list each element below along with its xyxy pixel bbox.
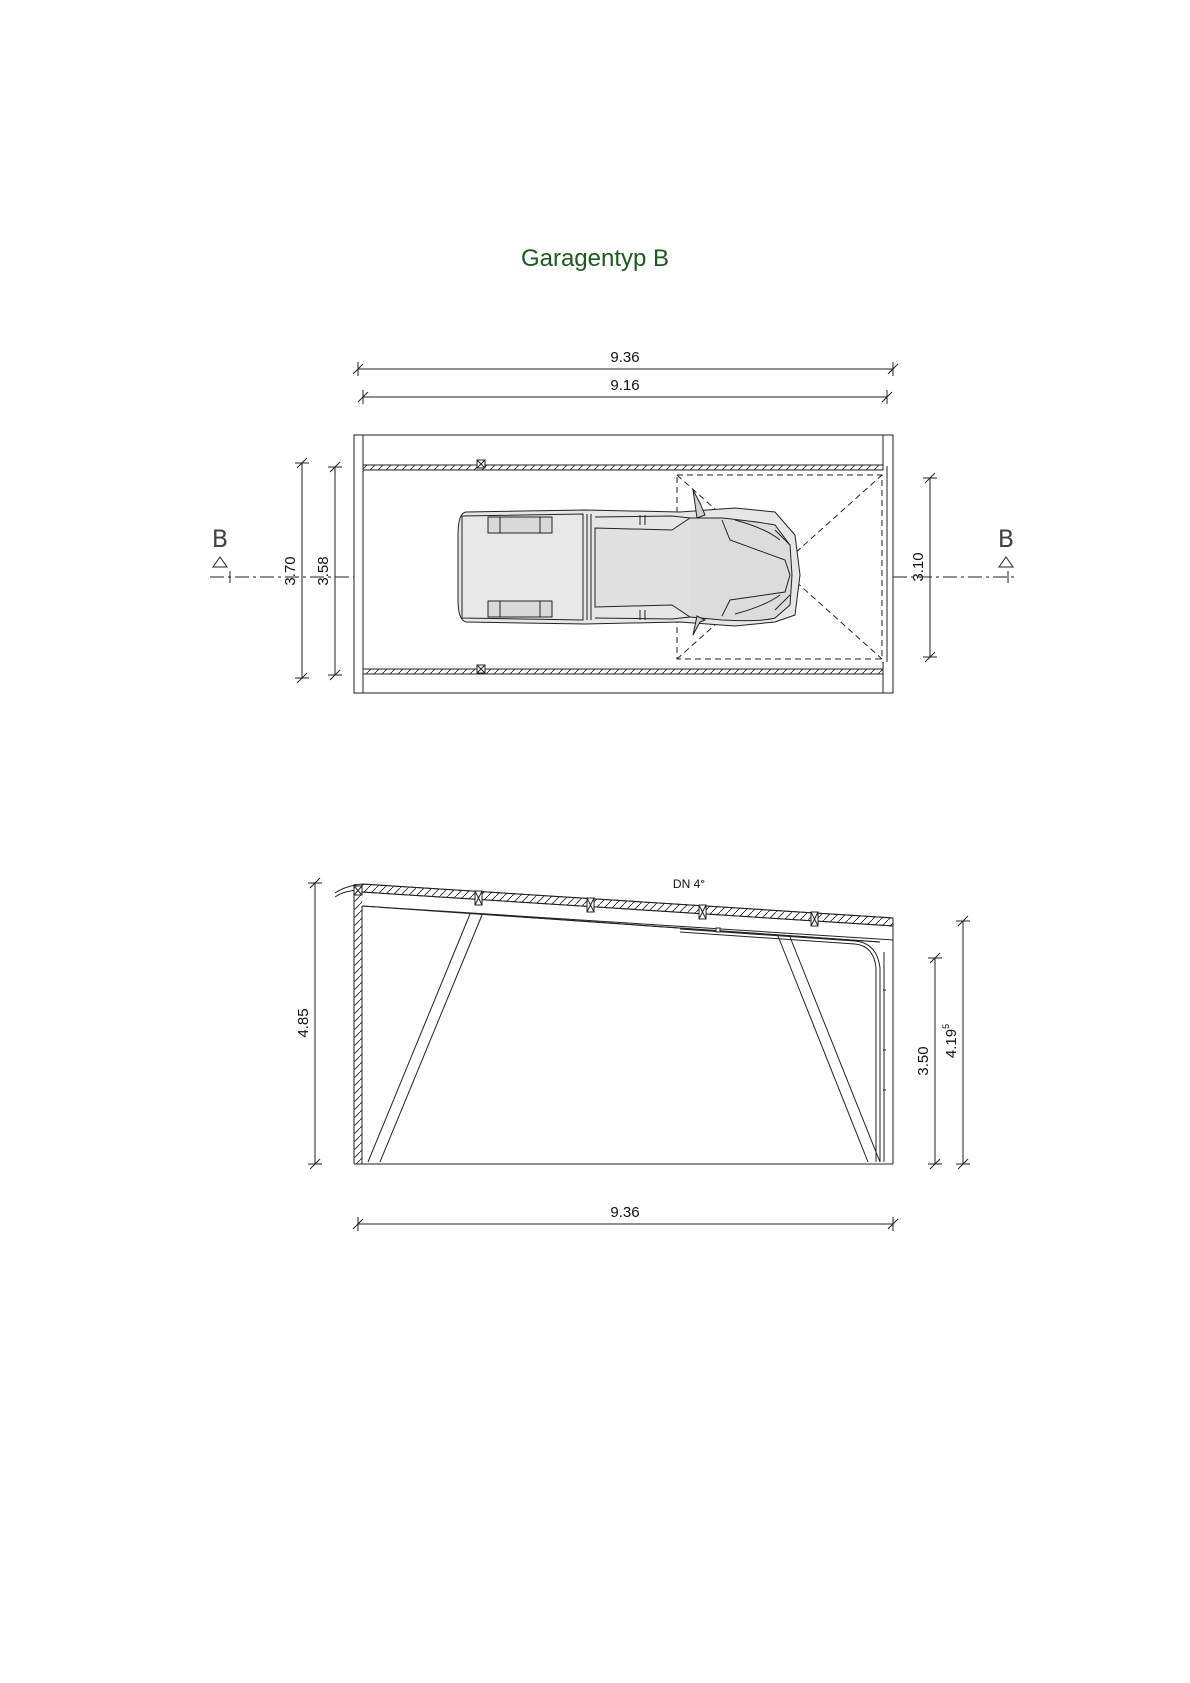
car-icon: [458, 490, 800, 635]
floor-plan: [210, 349, 1018, 693]
dimension-door-height: [915, 953, 942, 1169]
dimension-inner-width: [358, 377, 892, 404]
dimension-inner-depth-label: 3.58: [315, 556, 332, 586]
dimension-door-height-label: 3.50: [915, 1046, 932, 1076]
purlin-4: [811, 912, 818, 926]
dimension-total-height-label: 4.85: [295, 1008, 312, 1038]
roof: [335, 884, 893, 1164]
dimension-total-height: [295, 878, 322, 1169]
section-arrow-right-icon: [999, 557, 1013, 567]
drawing-title: Garagentyp B: [520, 245, 670, 272]
dimension-eave-height: [941, 916, 970, 1169]
section-view: [295, 877, 970, 1231]
dimension-door-width: [910, 473, 937, 662]
dimension-door-width-label: 3.10: [910, 552, 927, 582]
section-marker-right: B: [997, 525, 1015, 553]
purlin-1: [475, 891, 482, 905]
dimension-outer-depth: [282, 458, 309, 683]
dimension-section-length: [353, 1204, 898, 1231]
dimension-outer-depth-label: 3.70: [282, 556, 299, 586]
purlin-3: [699, 905, 706, 919]
dimension-outer-width-label: 9.36: [610, 349, 640, 366]
roof-pitch-label: DN 4°: [672, 877, 706, 891]
dimension-eave-height-label: 4.19: [943, 1028, 960, 1059]
wall-top: [363, 460, 883, 470]
dimension-eave-height-text: [941, 1024, 960, 1058]
dimension-section-length-label: 9.36: [610, 1204, 640, 1221]
dimension-eave-height-sup: 5: [941, 1023, 951, 1029]
purlin-2: [587, 898, 594, 912]
section-marker-left: B: [211, 525, 229, 553]
dimension-inner-depth: [315, 462, 342, 680]
dimension-inner-width-label: 9.16: [610, 377, 640, 394]
garage-door-track: [680, 918, 893, 1164]
wall-bottom: [363, 665, 883, 674]
dimension-outer-width: [353, 349, 898, 376]
section-arrow-left-icon: [213, 557, 227, 567]
wall-braces: [368, 914, 880, 1162]
